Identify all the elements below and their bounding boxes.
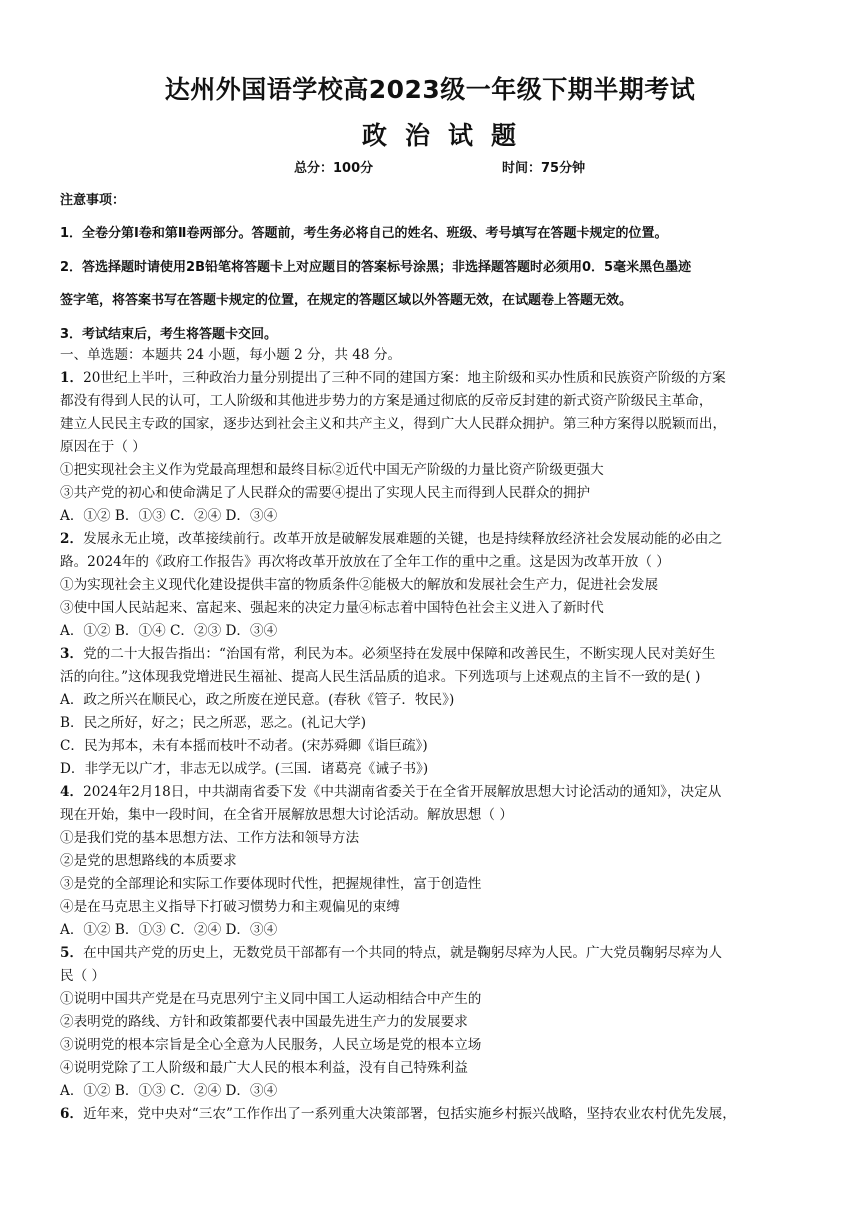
question-number: 6． xyxy=(60,1106,84,1122)
option-line: ③使中国人民站起来、富起来、强起来的决定力量④标志着中国特色社会主义进入了新时代 xyxy=(60,600,604,616)
choice-d: D．非学无以广才，非志无以成学。(三国．诸葛亮《诫子书》) xyxy=(60,761,429,777)
option-line: ②是党的思想路线的本质要求 xyxy=(60,853,237,869)
total-score: 总分：100分 xyxy=(294,161,374,176)
note-2-line-1: 2．答选择题时请使用2B铅笔将答题卡上对应题目的答案标号涂黑；非选择题答题时必须用0．5毫米黑色墨迹 xyxy=(60,260,692,275)
question-6 xyxy=(60,1103,810,1126)
question-number: 4． xyxy=(60,784,84,800)
note-3: 3．考试结束后，考生将答题卡交回。 xyxy=(60,327,278,342)
option-line: ④是在马克思主义指导下打破习惯势力和主观偏见的束缚 xyxy=(60,899,400,915)
question-1 xyxy=(60,367,810,528)
option-line: ③说明党的根本宗旨是全心全意为人民服务，人民立场是党的根本立场 xyxy=(60,1037,482,1053)
exam-time: 时间：75分钟 xyxy=(502,161,586,176)
note-1: 1．全卷分第Ⅰ卷和第Ⅱ卷两部分。答题前，考生务必将自己的姓名、班级、考号填写在答题卡规定的位置。 xyxy=(60,226,668,241)
question-number: 3． xyxy=(60,646,84,662)
choice-b: B．民之所好，好之；民之所恶，恶之。(礼记大学) xyxy=(60,715,367,731)
question-stem-line: 党的二十大报告指出：“治国有常，利民为本。必须坚持在发展中保障和改善民生，不断实现人民对美好生 xyxy=(83,646,716,662)
question-stem-line: 20世纪上半叶，三种政治力量分别提出了三种不同的建国方案：地主阶级和买办性质和民族资产阶级的方案 xyxy=(83,370,726,386)
choice-a: A．政之所兴在顺民心，政之所废在逆民意。(春秋《管子．牧民》) xyxy=(60,692,455,708)
question-number: 2． xyxy=(60,531,84,547)
question-stem-line: 建立人民民主专政的国家，逐步达到社会主义和共产主义，得到广大人民群众拥护。第三种方案得以脱颖而出， xyxy=(60,416,727,432)
answer-choices: A．①② B．①③ C．②④ D．③④ xyxy=(60,508,278,524)
question-stem-line: 都没有得到人民的认可，工人阶级和其他进步势力的方案是通过彻底的反帝反封建的新式资产阶级民主革命， xyxy=(60,393,713,409)
option-line: ④说明党除了工人阶级和最广大人民的根本利益，没有自己特殊利益 xyxy=(60,1060,468,1076)
question-stem-line: 发展永无止境，改革接续前行。改革开放是破解发展难题的关键，也是持续释放经济社会发展动能的必由之 xyxy=(83,531,722,547)
question-stem-line: 民（ ） xyxy=(60,968,106,984)
question-stem-line: 在中国共产党的历史上，无数党员干部都有一个共同的特点，就是鞠躬尽瘁为人民。广大党员鞠躬尽瘁为人 xyxy=(83,945,722,961)
question-3 xyxy=(60,643,810,781)
exam-title: 达州外国语学校高2023级一年级下期半期考试 xyxy=(164,75,696,104)
question-stem-line: 路。2024年的《政府工作报告》再次将改革开放放在了全年工作的重中之重。这是因为改革开放（ ） xyxy=(60,554,670,570)
answer-choices: A．①② B．①③ C．②④ D．③④ xyxy=(60,922,278,938)
question-4 xyxy=(60,781,810,942)
question-stem-line: 原因在于（ ） xyxy=(60,439,146,455)
choice-c: C．民为邦本，未有本摇而枝叶不动者。(宋苏舜卿《诣巨疏》) xyxy=(60,738,428,754)
question-stem-line: 活的向往。”这体现我党增进民生福祉、提高人民生活品质的追求。下列选项与上述观点的主旨不一致的是( ) xyxy=(60,669,701,685)
section-heading: 一、单选题：本题共 24 小题，每小题 2 分，共 48 分。 xyxy=(60,347,402,363)
question-number: 1． xyxy=(60,370,84,386)
question-5 xyxy=(60,942,810,1103)
question-number: 5． xyxy=(60,945,84,961)
option-line: ②表明党的路线、方针和政策都要代表中国最先进生产力的发展要求 xyxy=(60,1014,468,1030)
answer-choices: A．①② B．①④ C．②③ D．③④ xyxy=(60,623,278,639)
question-stem-line: 现在开始，集中一段时间，在全省开展解放思想大讨论活动。解放思想（ ） xyxy=(60,807,513,823)
question-stem-line: 2024年2月18日，中共湖南省委下发《中共湖南省委关于在全省开展解放思想大讨论活动的通知》，决定从 xyxy=(83,784,722,800)
option-line: ①说明中国共产党是在马克思列宁主义同中国工人运动相结合中产生的 xyxy=(60,991,482,1007)
answer-choices: A．①② B．①③ C．②④ D．③④ xyxy=(60,1083,278,1099)
option-line: ①为实现社会主义现代化建设提供丰富的物质条件②能极大的解放和发展社会生产力，促进社会发展 xyxy=(60,577,659,593)
exam-subject: 政治试题 xyxy=(361,121,534,150)
note-2-line-2: 签字笔，将答案书写在答题卡规定的位置，在规定的答题区域以外答题无效，在试题卷上答题无效。 xyxy=(60,293,633,308)
notes-heading: 注意事项： xyxy=(60,193,126,208)
option-line: ①把实现社会主义作为党最高理想和最终目标②近代中国无产阶级的力量比资产阶级更强大 xyxy=(60,462,604,478)
question-body xyxy=(60,344,810,1126)
question-stem-line: 近年来，党中央对“三农”工作作出了一系列重大决策部署，包括实施乡村振兴战略，坚持农业农村优先发展， xyxy=(83,1106,736,1122)
question-2 xyxy=(60,528,810,643)
option-line: ③共产党的初心和使命满足了人民群众的需要④提出了实现人民主而得到人民群众的拥护 xyxy=(60,485,591,501)
option-line: ③是党的全部理论和实际工作要体现时代性，把握规律性，富于创造性 xyxy=(60,876,482,892)
option-line: ①是我们党的基本思想方法、工作方法和领导方法 xyxy=(60,830,360,846)
